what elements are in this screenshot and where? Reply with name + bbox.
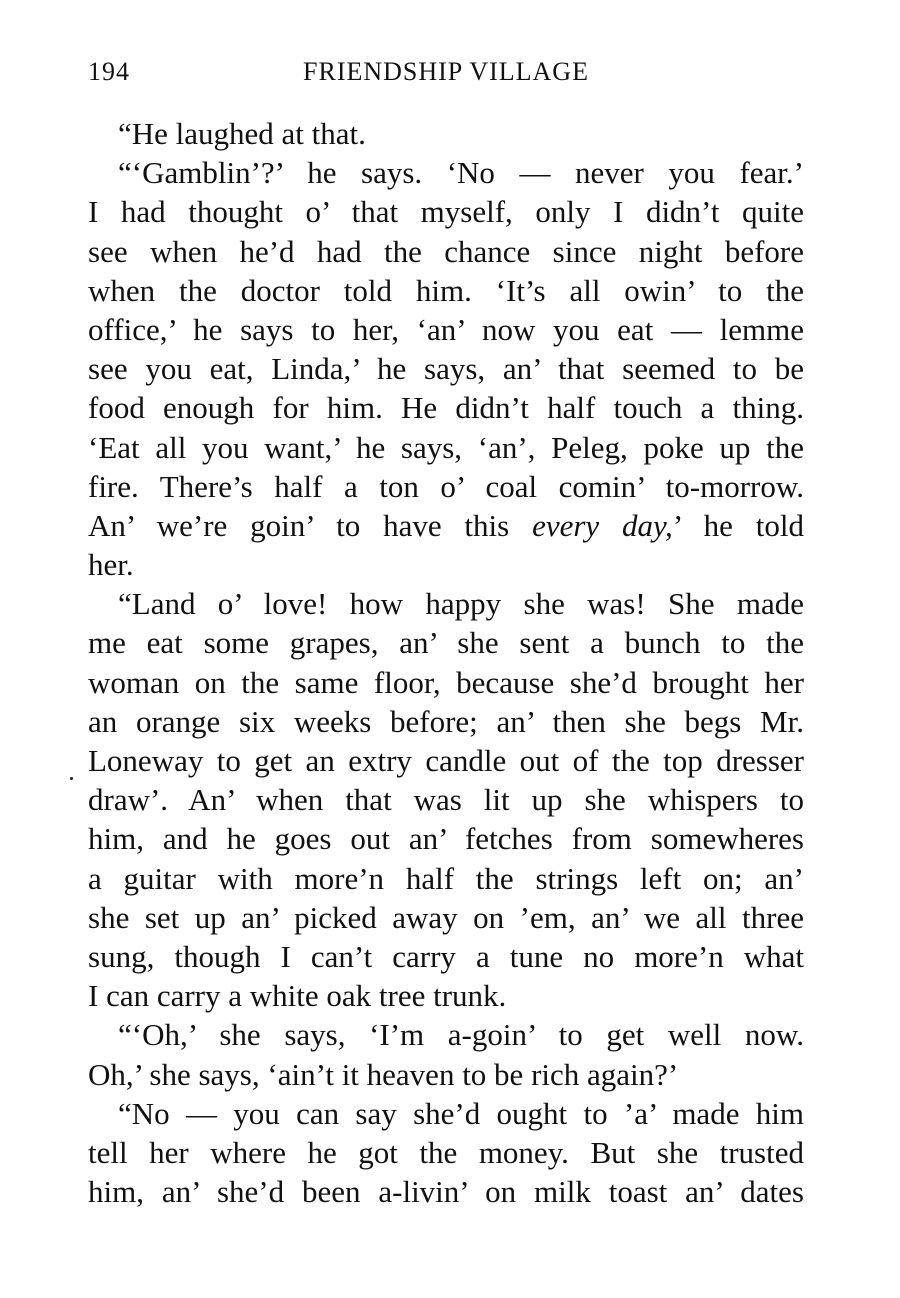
text-line (88, 623, 804, 662)
text-segment: I had thought o’ that myself, only I didn’t quite (88, 194, 804, 230)
text-line (88, 114, 804, 153)
running-title: FRIENDSHIP VILLAGE (303, 57, 589, 86)
text-line (88, 898, 804, 937)
text-line (88, 271, 804, 310)
text-line (88, 780, 804, 819)
text-line (88, 349, 804, 388)
text-segment: him, and he goes out an’ fetches from somewheres (88, 821, 804, 857)
text-segment: ’ he told (672, 507, 804, 543)
text-segment: me eat some grapes, an’ she sent a bunch to the (88, 625, 804, 661)
text-segment: “‘Oh,’ she says, ‘I’m a-goin’ to get well now. (118, 1017, 804, 1053)
text-line (88, 428, 804, 467)
text-segment: I can carry a white oak tree trunk. (88, 978, 507, 1014)
text-segment: “No — you can say she’d ought to ’a’ made him (118, 1095, 804, 1131)
text-line (88, 1094, 804, 1133)
text-segment: ‘Eat all you want,’ he says, ‘an’, Peleg, poke up the (88, 429, 804, 465)
running-head (88, 52, 804, 92)
text-line (88, 310, 804, 349)
text-segment: fire. There’s half a ton o’ coal comin’ to-morrow. (88, 468, 804, 504)
text-segment: her. (88, 547, 134, 583)
text-segment: An’ we’re goin’ to have this (88, 507, 533, 543)
text-segment: him, an’ she’d been a-livin’ on milk toast an’ dates (88, 1174, 804, 1210)
text-line (88, 859, 804, 898)
text-line (88, 663, 804, 702)
text-segment: “Land o’ love! how happy she was! She made (118, 586, 804, 622)
text-segment: when the doctor told him. ‘It’s all owin’ to the (88, 272, 804, 308)
text-segment: tell her where he got the money. But she trusted (88, 1134, 804, 1170)
text-line (88, 937, 804, 976)
text-line (88, 232, 804, 271)
text-line (88, 819, 804, 858)
text-line (88, 1055, 804, 1094)
text-line (88, 153, 804, 192)
text-line (88, 1172, 804, 1211)
text-segment: “He laughed at that. (118, 116, 366, 151)
text-line (88, 1133, 804, 1172)
text-segment: a guitar with more’n half the strings left on; an’ (88, 860, 804, 896)
text-segment: “‘Gamblin’?’ he says. ‘No — never you fear.’ (118, 155, 804, 191)
text-segment: see when he’d had the chance since night before (88, 233, 804, 269)
text-segment: sung, though I can’t carry a tune no more’n what (88, 938, 804, 974)
text-segment: office,’ he says to her, ‘an’ now you eat — lemme (88, 311, 804, 347)
text-line (88, 1015, 804, 1054)
text-line (88, 506, 804, 545)
text-line (88, 976, 804, 1015)
text-segment: draw’. An’ when that was lit up she whispers to (88, 782, 804, 818)
text-line (88, 741, 804, 780)
page-number: 194 (88, 57, 130, 86)
text-line (88, 467, 804, 506)
text-line (88, 702, 804, 741)
text-segment: Oh,’ she says, ‘ain’t it heaven to be rich again?’ (88, 1056, 679, 1092)
text-line (88, 192, 804, 231)
text-segment: an orange six weeks before; an’ then she begs Mr. (88, 703, 804, 739)
text-segment: food enough for him. He didn’t half touch a thing. (88, 390, 804, 426)
text-segment: she set up an’ picked away on ’em, an’ we all three (88, 899, 804, 935)
text-segment: see you eat, Linda,’ he says, an’ that seemed to be (88, 351, 804, 387)
text-line (88, 388, 804, 427)
body-text (88, 114, 804, 1211)
text-segment: woman on the same floor, because she’d brought her (88, 664, 804, 700)
text-line (88, 545, 804, 584)
text-line (88, 584, 804, 623)
italic-emphasis: every day, (532, 507, 673, 543)
margin-speck (70, 777, 73, 780)
text-segment: Loneway to get an extry candle out of the top dresser (88, 743, 804, 778)
